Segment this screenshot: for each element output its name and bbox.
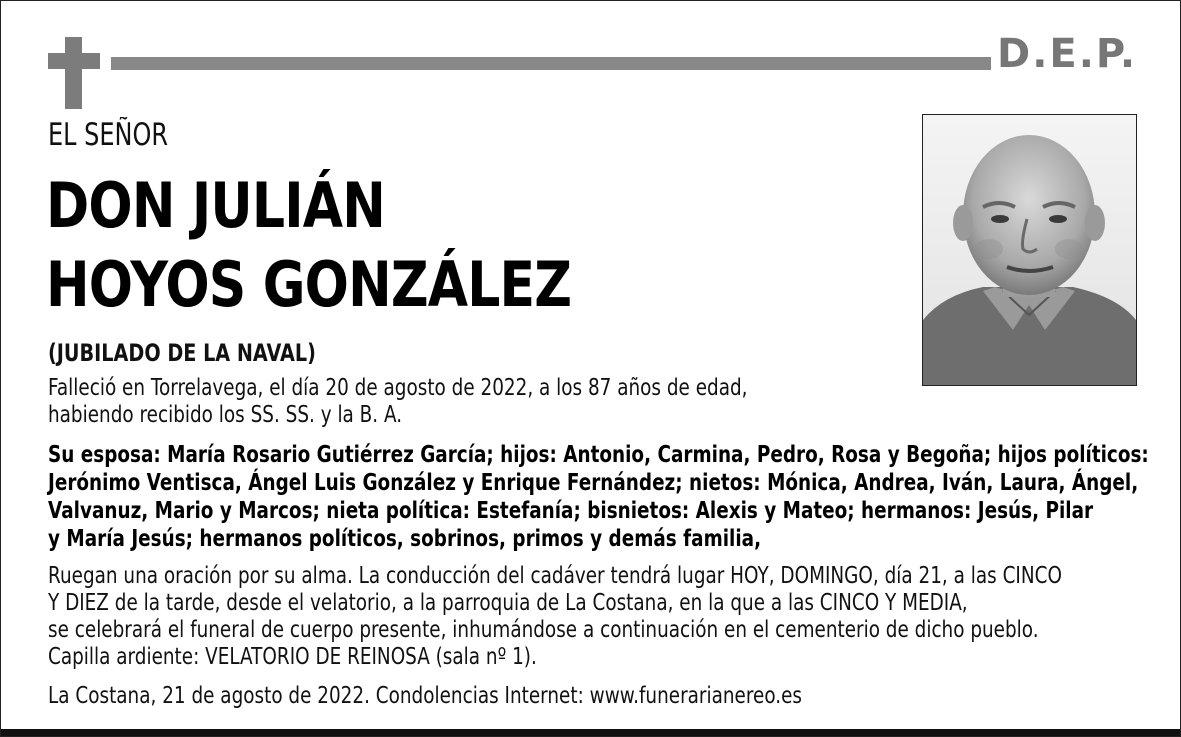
bottom-border — [1, 729, 1180, 736]
family-line: Jerónimo Ventisca, Ángel Luis González y Enrique Fernández; nietos: Mónica, Andrea, Iván, Laura, Ángel, — [48, 470, 1139, 496]
occupation: (JUBILADO DE LA NAVAL) — [48, 339, 316, 367]
ceremony-line: se celebrará el funeral de cuerpo presente, inhumándose a continuación en el cementerio de dicho pueblo. — [48, 617, 1039, 643]
family-line: y María Jesús; hermanos políticos, sobrinos, primos y demás familia, — [48, 526, 762, 552]
dep-label: D.E.P. — [997, 31, 1138, 77]
ceremony-line: Ruegan una oración por su alma. La conducción del cadáver tendrá lugar HOY, DOMINGO, día 21, a las CINCO — [48, 563, 1062, 589]
death-notice-line: habiendo recibido los SS. SS. y la B. A. — [48, 402, 403, 428]
death-notice-line: Falleció en Torrelavega, el día 20 de agosto de 2022, a los 87 años de edad, — [48, 375, 748, 401]
ceremony-line: Capilla ardiente: VELATORIO DE REINOSA (sala nº 1). — [48, 644, 537, 670]
header-rule — [111, 57, 991, 70]
family-line: Su esposa: María Rosario Gutiérrez García; hijos: Antonio, Carmina, Pedro, Rosa y Begoña; hijos políticos: — [48, 442, 1149, 468]
cross-icon — [48, 37, 100, 109]
honorific-title: EL SEÑOR — [48, 117, 168, 153]
deceased-name-line1: DON JULIÁN — [46, 169, 385, 242]
deceased-name-line2: HOYOS GONZÁLEZ — [46, 248, 572, 321]
portrait-photo — [922, 114, 1137, 386]
footer-line: La Costana, 21 de agosto de 2022. Condolencias Internet: www.funerarianereo.es — [48, 683, 803, 709]
ceremony-line: Y DIEZ de la tarde, desde el velatorio, a la parroquia de La Costana, en la que a las CINCO Y MEDIA, — [48, 590, 968, 616]
family-line: Valvanuz, Mario y Marcos; nieta política: Estefanía; bisnietos: Alexis y Mateo; hermanos: Jesús, Pilar — [48, 498, 1094, 524]
